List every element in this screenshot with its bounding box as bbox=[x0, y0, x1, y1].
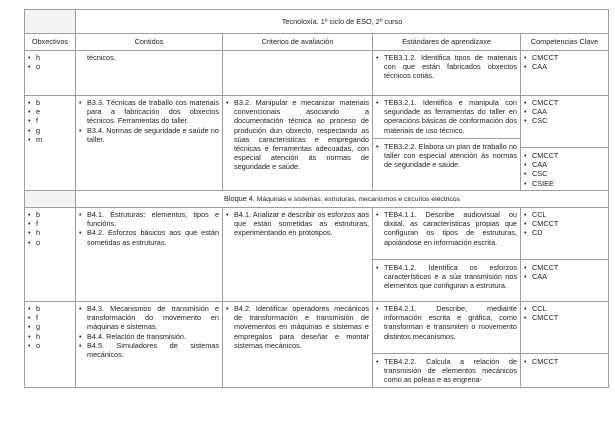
content-item: • B3.4. Normas de seguridade e saúde no taller. bbox=[79, 126, 219, 144]
objective-item: • b bbox=[28, 210, 72, 219]
column-header-competences: Competencias Clave bbox=[521, 34, 609, 51]
standard-item: • TEB4.2.2. Calcula a relación de transmisión de elementos mecánicos como as poleas e as engrena- bbox=[376, 357, 517, 385]
objective-item: • g bbox=[28, 322, 72, 331]
competences-cell bbox=[521, 96, 609, 191]
content-item: • B4.2. Esforzos básicos aos que están sometidas as estruturas. bbox=[79, 228, 219, 246]
standard-item: • TEB4.1.2. Identifica os esforzos característicos e a súa transmisión nos elementos que configuran a estrutura. bbox=[376, 263, 517, 291]
table-row bbox=[25, 208, 609, 302]
objective-item: • o bbox=[28, 341, 72, 350]
criterion-item: • B4.1. Analizar e describir os esforzos aos que están sometidas as estruturas, experimentando en prototipos. bbox=[226, 210, 369, 238]
standard-item: • TEB4.2.1. Describe, mediante información escrita e gráfica, como transforman e transmiten o movemento distintos mecanismos. bbox=[376, 304, 517, 341]
content-item: • B3.3. Técnicas de traballo cos materiais para a fabricación dos obxectos técnicos. Ferramentas do taller. bbox=[79, 98, 219, 126]
competences-cell bbox=[521, 208, 609, 302]
objective-item: • h bbox=[28, 53, 72, 62]
standard-item: • TEB3.2.2. Elabora un plan de traballo no taller con especial atención ás normas de seguridade e saúde. bbox=[376, 142, 517, 170]
empty-corner-cell bbox=[25, 10, 76, 34]
competences-cell bbox=[521, 51, 609, 96]
content-text: técnicos. bbox=[87, 53, 116, 62]
competence-item: • CMCCT bbox=[524, 357, 605, 366]
competence-item: • CAA bbox=[524, 160, 605, 169]
criterion-item: • B3.2. Manipular e mecanizar materiais convencionais asociando a documentación técnica ao proceso de produción dun obxecto, respectando as súas características e empregando técnicas e ferramentas adecuadas, con especial atención ás normas de seguridade e saúde. bbox=[226, 98, 369, 172]
criteria-cell bbox=[223, 302, 373, 388]
column-header-contents: Contidos bbox=[76, 34, 223, 51]
contents-cell bbox=[76, 51, 223, 96]
competence-item: • CMCCT bbox=[524, 219, 605, 228]
standard-item: • TEB3.1.2. Identifica tipos de materiais con que están fabricados obxectos técnicos cotiás. bbox=[376, 53, 517, 81]
contents-cell bbox=[76, 96, 223, 191]
objective-item: • h bbox=[28, 332, 72, 341]
content-item: • B4.4. Relación de transmisión. bbox=[79, 332, 219, 341]
column-header-criteria: Criterios de avaliación bbox=[223, 34, 373, 51]
objective-item: • e bbox=[28, 107, 72, 116]
objective-item: • b bbox=[28, 98, 72, 107]
contents-cell bbox=[76, 302, 223, 388]
standards-cell bbox=[373, 208, 521, 302]
standards-cell bbox=[373, 96, 521, 191]
objective-item: • f bbox=[28, 219, 72, 228]
objectives-cell bbox=[25, 51, 76, 96]
standard-item: • TEB3.2.1. Identifica e manipula con seguridade as ferramentas do taller en operacións básicas de conformación dos materiais de uso técnico. bbox=[376, 98, 517, 135]
curriculum-table bbox=[24, 9, 609, 388]
objective-item: • m bbox=[28, 135, 72, 144]
criteria-cell bbox=[223, 208, 373, 302]
competence-item: • CMCCT bbox=[524, 98, 605, 107]
table-row bbox=[25, 96, 609, 191]
competence-item: • CSC bbox=[524, 116, 605, 125]
objective-item: • o bbox=[28, 62, 72, 71]
content-item: • B4.5. Simuladores de sistemas mecánicos. bbox=[79, 341, 219, 359]
objective-item: • f bbox=[28, 313, 72, 322]
criteria-cell bbox=[223, 51, 373, 96]
competence-item: • CAA bbox=[524, 62, 605, 71]
standard-item: • TEB4.1.1. Describe audiovisual ou dixital, as características propias que configuran os tipos de estruturas, apoiándose en información escrita. bbox=[376, 210, 517, 247]
competence-item: • CMCCT bbox=[524, 53, 605, 62]
criteria-cell bbox=[223, 96, 373, 191]
objective-item: • g bbox=[28, 126, 72, 135]
criterion-item: • B4.2. Identificar operadores mecánicos de transformación e transmisión de movementos en máquinas e sistemas e empregalos para deseñar e montar sistemas mecánicos. bbox=[226, 304, 369, 350]
objective-item: • h bbox=[28, 228, 72, 237]
competence-item: • CAA bbox=[524, 107, 605, 116]
empty-cell bbox=[25, 190, 76, 207]
competence-item: • CMCCT bbox=[524, 263, 605, 272]
objective-item: • o bbox=[28, 238, 72, 247]
column-header-standards: Estándares de aprendizaxe bbox=[373, 34, 521, 51]
table-row bbox=[25, 302, 609, 388]
course-title: Tecnoloxía. 1º ciclo de ESO, 2º curso bbox=[76, 10, 609, 34]
competences-cell bbox=[521, 302, 609, 388]
objective-item: • f bbox=[28, 116, 72, 125]
objectives-cell bbox=[25, 208, 76, 302]
block-title: Bloque 4. Máquinas e sistemas: estruturas, mecanismos e circuítos eléctricos bbox=[76, 190, 609, 207]
contents-cell bbox=[76, 208, 223, 302]
competence-item: • CMCCT bbox=[524, 313, 605, 322]
objectives-cell bbox=[25, 302, 76, 388]
competence-item: • CSIEE bbox=[524, 179, 605, 188]
competence-item: • CCL bbox=[524, 210, 605, 219]
content-item: • B4.1. Estruturas: elementos, tipos e funcións. bbox=[79, 210, 219, 228]
table-row bbox=[25, 51, 609, 96]
competence-item: • CAA bbox=[524, 272, 605, 281]
competence-item: • CMCCT bbox=[524, 151, 605, 160]
column-header-objectives: Obxectivos bbox=[25, 34, 76, 51]
competence-item: • CD bbox=[524, 228, 605, 237]
standards-cell bbox=[373, 302, 521, 388]
standards-cell bbox=[373, 51, 521, 96]
competence-item: • CSC bbox=[524, 169, 605, 178]
objectives-cell bbox=[25, 96, 76, 191]
block-header-row bbox=[25, 190, 609, 207]
content-item: • B4.3. Mecanismos de transmisión e transformación do movemento en máquinas e sistemas. bbox=[79, 304, 219, 332]
objective-item: • b bbox=[28, 304, 72, 313]
competence-item: • CCL bbox=[524, 304, 605, 313]
